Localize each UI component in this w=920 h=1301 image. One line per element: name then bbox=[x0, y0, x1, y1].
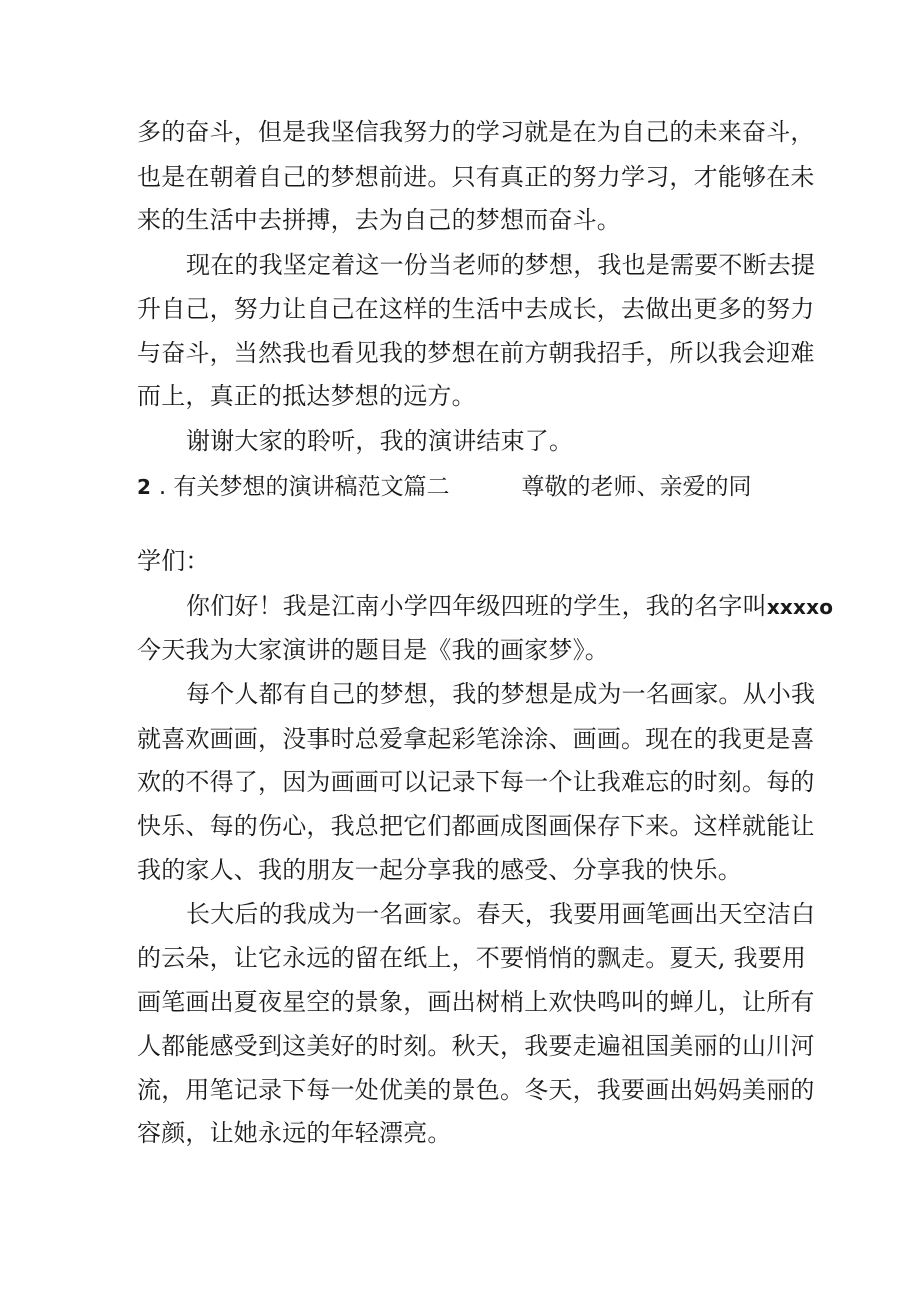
paragraph-line: 人都能感受到这美好的时刻。秋天，我要走遍祖国美丽的山川河 bbox=[137, 1032, 815, 1060]
paragraph-line: 画笔画出夏夜星空的景象，画出树梢上欢快鸣叫的蝉儿，让所有 bbox=[137, 988, 815, 1016]
heading-greeting: 尊敬的老师、亲爱的同 bbox=[521, 474, 752, 500]
paragraph-line: 谢谢大家的聆听，我的演讲结束了。 bbox=[186, 427, 574, 455]
paragraph-line: 与奋斗，当然我也看见我的梦想在前方朝我招手，所以我会迎难 bbox=[137, 339, 815, 367]
paragraph-line: 快乐、每的伤心，我总把它们都画成图画保存下来。这样就能让 bbox=[137, 812, 815, 840]
paragraph-line: 而上，真正的抵达梦想的远方。 bbox=[137, 382, 476, 410]
student-name: xxxxo bbox=[766, 595, 834, 619]
paragraph-line: 流，用笔记录下每一处优美的景色。冬天，我要画出妈妈美丽的 bbox=[137, 1076, 815, 1104]
paragraph-line: 就喜欢画画，没事时总爱拿起彩笔涂涂、画画。现在的我更是喜 bbox=[137, 725, 815, 753]
paragraph-line: 容颜，让她永远的年轻漂亮。 bbox=[137, 1119, 452, 1147]
paragraph-line: 今天我为大家演讲的题目是《我的画家梦》。 bbox=[137, 636, 609, 664]
paragraph-line: 长大后的我成为一名画家。春天，我要用画笔画出天空洁白 bbox=[186, 900, 816, 928]
paragraph-line: 来的生活中去拼搏，去为自己的梦想而奋斗。 bbox=[137, 206, 621, 234]
paragraph-line: 每个人都有自己的梦想，我的梦想是成为一名画家。从小我 bbox=[186, 680, 816, 708]
section-heading bbox=[137, 472, 752, 502]
paragraph-line: 多的奋斗，但是我坚信我努力的学习就是在为自己的未来奋斗， bbox=[137, 118, 815, 146]
greeting-line: 学们： bbox=[137, 547, 210, 575]
paragraph-line: 的云朵，让它永远的留在纸上，不要悄悄的飘走。夏天, 我要用 bbox=[137, 944, 807, 972]
paragraph-line: 也是在朝着自己的梦想前进。只有真正的努力学习，才能够在未 bbox=[137, 163, 815, 191]
heading-title: . 有关梦想的演讲稿范文篇二 bbox=[158, 474, 450, 500]
heading-number: 2 bbox=[137, 475, 151, 499]
paragraph-line: 升自己，努力让自己在这样的生活中去成长，去做出更多的努力 bbox=[137, 295, 815, 323]
paragraph-line bbox=[186, 591, 833, 622]
paragraph-line: 现在的我坚定着这一份当老师的梦想，我也是需要不断去提 bbox=[186, 251, 816, 279]
intro-text: 你们好！我是江南小学四年级四班的学生，我的名字叫 bbox=[186, 592, 767, 620]
paragraph-line: 我的家人、我的朋友一起分享我的感受、分享我的快乐。 bbox=[137, 856, 742, 884]
paragraph-line: 欢的不得了，因为画画可以记录下每一个让我难忘的时刻。每的 bbox=[137, 768, 815, 796]
